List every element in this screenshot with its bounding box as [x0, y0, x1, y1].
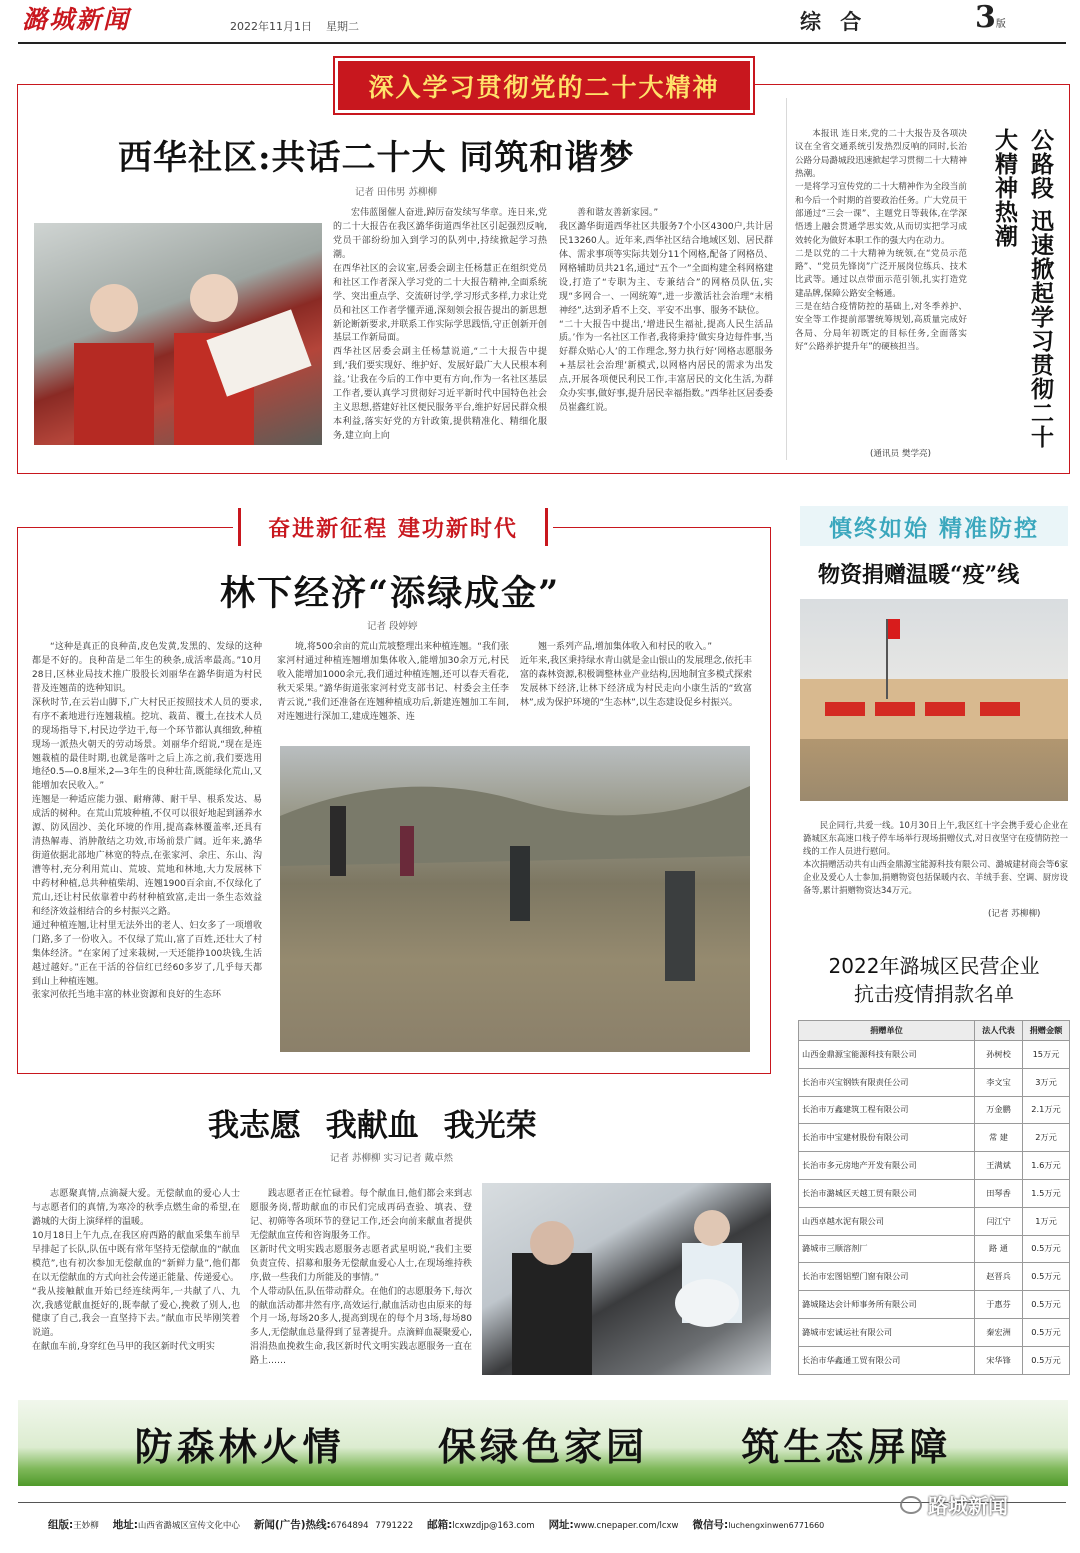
article2-col3: 翘一系列产品,增加集体收入和村民的收入。” 近年来,我区秉持绿水青山就是金山银山的发展理念,依托丰富的森林资源,积极调整林业产业结构,因地制宜多模式探索发展林下经济,让林下经济成为村民走向小康生活的“致富林”,成为保护环境的“生态林”,以生态建设促乡村振兴。 [520, 642, 752, 708]
table-row: 长治市兴宝钢铁有限责任公司 李文宝 3万元 [799, 1068, 1070, 1096]
article3-col1: 志愿聚真情,点滴凝大爱。无偿献血的爱心人士与志愿者们的真情,为寒冷的秋季点燃生命的希望,在潞城的大街上演绎样的温暖。 10月18日上午九点,在我区府西路的献血采集车前早早排起了长队,队伍中既有常年坚持无偿献血的“献血模范”,也有初次参加无偿献血的“新鲜力量”,他们都在以无偿献血的方式向社会传递正能量、传递爱心。 “我从接触献血开始已经连续两年,一共献了八、九次,我感觉献血挺好的,既奉献了爱心,挽救了别人,也健康了自己,我会一直坚持下去。”献血市民毕刚笑着说道。 在献血车前,身穿红色马甲的我区新时代文明实 [32, 1189, 240, 1353]
article3-title: 我志愿 我献血 我光荣 [208, 1108, 537, 1144]
masthead-title: 潞城新闻 [22, 5, 131, 34]
header-rule [18, 42, 1066, 44]
slogan-2: 保绿色家园 [437, 1423, 648, 1469]
donation-title: 2022年潞城区民营企业 抗击疫情捐款名单 [828, 954, 1040, 1006]
article1-photo [34, 223, 322, 445]
page-number: 3版 [975, 0, 1006, 35]
top-banner: 深入学习贯彻党的二十大精神 [335, 58, 753, 113]
donation-table-wrap [798, 1020, 1070, 1375]
epidemic-title: 物资捐赠温暖“疫”线 [818, 562, 1020, 588]
footer-web: 网址:www.cnepaper.com/lcxw [548, 1518, 679, 1531]
table-row: 潞城市三顺溶剂厂 路 通 0.5万元 [799, 1235, 1070, 1263]
watermark: 路城新闻 [900, 1490, 1008, 1519]
table-row: 潞城隆达会计师事务所有限公司 于惠芬 0.5万元 [799, 1291, 1070, 1319]
table-row: 山西金鼎源宝能源科技有限公司 孙树校 15万元 [799, 1041, 1070, 1069]
epidemic-photo [800, 599, 1068, 801]
article1-col2: 善和谐友善新家园。” 我区潞华街道西华社区共服务7个小区4300户,共计居民13260人。近年来,西华社区结合地域区划、居民群体、需求事项等实际共划分11个网格,配备了网格员、网格辅助员共21名,通过“五个一”全面构建全科网格建设,打造了“专职为主、专兼结合”的网格员队伍,实现“多网合一、一网统筹”,进一步激活社会治理“末梢神经”,达到矛盾不上交、平安不出事、服务不缺位。 “二十大报告中提出,‘增进民生福祉,提高人民生活品质。’作为一名社区工作者,我将秉持‘做实身边每件事,当好群众贴心人’的工作理念,努力执行好‘网格志愿服务+基层社会治理’新模式,以网格内居民的需求为出发点,开展各项便民利民工作,丰富居民的文化生活,为群众办实事,做好事,提升居民幸福指数。”西华社区居委委员崔鑫红说。 [559, 208, 773, 414]
footer-hotline: 新闻(广告)热线:6764894 7791222 [253, 1518, 414, 1531]
photo-blood-donation [482, 1183, 771, 1375]
table-row: 长治市宏图铝塑门窗有限公司 赵晋兵 0.5万元 [799, 1263, 1070, 1291]
table-row: 潞城市宏诚运社有限公司 秦宏洲 0.5万元 [799, 1318, 1070, 1346]
photo-workers-reading [34, 223, 322, 445]
header-unit: 捐赠单位 [799, 1021, 975, 1041]
footer-wechat: 微信号:luchengxinwen6771660 [692, 1518, 825, 1531]
article3-photo [482, 1183, 771, 1375]
table-row: 长治市多元房地产开发有限公司 王满斌 1.6万元 [799, 1152, 1070, 1180]
footer-email: 邮箱:lcxwzdjp@163.com [427, 1518, 535, 1531]
header-rep: 法人代表 [975, 1021, 1023, 1041]
footer-address: 地址:山西省潞城区宣传文化中心 [112, 1518, 240, 1531]
gonglu-text: 本报讯 连日来,党的二十大报告及各项决议在全省交通系统引发热烈反响的同时,长治公路分局潞城段迅速掀起学习贯彻二十大精神热潮。 一是将学习宣传党的二十大精神作为全段当前和今后一个时期的首要政治任务。广大党员干部通过“三会一课”、主题党日等载体,在学深悟透上融会贯通学思实效,从而切实把学习成效转化为做好本职工作的强大内在动力。 二是以党的二十大精神为统领,在“党员示范路”、“党员先锋岗”广泛开展岗位练兵、技术比武等。通过以点带面示范引领,扎实打造党建品牌,保障公路安全畅通。 三是在结合疫情防控的基础上,对冬季养护、安全等工作提前部署统筹规划,高质量完成好各局、分局年初既定的目标任务,全面落实好“公路养护提升年”的硬核担当。 [795, 129, 967, 352]
article2-byline: 记者 段婷婷 [367, 621, 418, 632]
epidemic-credit: (记者 苏柳柳) [988, 909, 1041, 919]
article3-col2: 践志愿者正在忙碌着。每个献血日,他们都会来到志愿服务岗,帮助献血的市民们完成再码查验、填表、登记、初筛等各项环节的登记工作,还会向前来献血者提供无偿献血宣传和咨询服务工作。 区新时代文明实践志愿服务志愿者武星明说,“我们主要负责宣传、招募和服务无偿献血爱心人士,在现场维持秩序,做一些我们力所能及的事情。” 个人带动队伍,队伍带动群众。在他们的志愿服务下,每次的献血活动都井然有序,高效运行,献血活动也由原来的每个月一场,每场20多人,提高到现在的每个月3场,每场80多人,无偿献血总量得到了显著提升。点滴鲜血凝聚爱心,涓涓热血挽救生命,我区新时代文明实践志愿服务一直在路上…… [250, 1189, 472, 1367]
table-row: 长治市中宝建材股份有限公司 常 建 2万元 [799, 1124, 1070, 1152]
sidebar-divider [786, 98, 787, 460]
slogan-3: 筑生态屏障 [741, 1423, 952, 1469]
article3-byline: 记者 苏柳柳 实习记者 戴卓然 [330, 1153, 454, 1164]
header-amount: 捐赠金额 [1023, 1021, 1070, 1041]
article2-photo [280, 746, 750, 1052]
photo-planting-hillside [280, 746, 750, 1052]
article1-title: 西华社区:共话二十大 同筑和谐梦 [118, 138, 635, 178]
article2-col2: 境,将500余亩的荒山荒坡整理出来种植连翘。“我们张家河村通过种植连翘增加集体收入,能增加30余万元,村民收入能增加1000余元,我们通过种植连翘,还可以春天看花,秋天采果。”潞华街道张家河村党支部书记、村委会主任李青云说,“我们还准备在连翘种植成功后,新建连翘加工车间,对连翘进行深加工,建成连翘茶、连 [277, 642, 509, 722]
epidemic-banner: 慎终如始 精准防控 [800, 506, 1068, 546]
table-row: 长治市华鑫通工贸有限公司 宋华锋 0.5万元 [799, 1346, 1070, 1374]
article2-title: 林下经济“添绿成金” [220, 573, 561, 614]
table-row: 长治市万鑫建筑工程有限公司 万金鹏 2.1万元 [799, 1096, 1070, 1124]
section-name: 综 合 [800, 10, 868, 34]
article1-byline: 记者 田伟男 苏柳柳 [355, 187, 438, 198]
fire-prevention-banner [18, 1400, 1068, 1486]
donation-table [798, 1020, 1070, 1375]
gonglu-vertical-title: 公路段 迅速掀起学习贯彻二十大精神热潮 [991, 128, 1054, 450]
slogan-1: 防森林火情 [134, 1423, 345, 1469]
photo-donation-ceremony [800, 599, 1068, 801]
epidemic-text: 民企同行,共爱一线。10月30日上午,我区红十字会携手爱心企业在潞城区东高速口栈子停车场举行现场捐赠仪式,对日夜坚守在疫情防控一线的工作人员进行慰问。 本次捐赠活动共有山西金鼎源宝能源科技有限公司、潞城建材商会等6家企业及爱心人士参加,捐赠物资包括保暖内衣、羊绒手套、空调、厨房设备等,累计捐赠物资达34万元。 [803, 820, 1068, 896]
footer-editor: 组版:王妙柳 [48, 1518, 99, 1531]
table-header-row [799, 1021, 1070, 1041]
table-row: 山西卓越水泥有限公司 闫江宁 1万元 [799, 1207, 1070, 1235]
table-row: 长治市潞城区天越工贸有限公司 田琴香 1.5万元 [799, 1179, 1070, 1207]
mid-banner: 奋进新征程 建功新时代 [233, 508, 553, 546]
article1-col1: 宏伟蓝图催人奋进,踔厉奋发续写华章。连日来,党的二十大报告在我区潞华街道西华社区引起强烈反响,党员干部纷纷加入到学习的队列中,持续掀起学习热潮。 在西华社区的会议室,居委会副主任杨慧正在组织党员和社区工作者深入学习党的二十大报告精神,全面系统学、突出重点学、交流研讨学,学习形式多样,力求让党员和社区工作者学懂弄通,深刻领会报告提出的新思想新论断新要求,并联系工作实际学思践悟,守正创新开创基层工作新局面。 西华社区居委会副主任杨慧说道,“二十大报告中提到,‘我们要实现好、维护好、发展好最广大人民根本利益。’让我在今后的工作中更有方向,作为一名社区基层工作者,要认真学习贯彻好习近平新时代中国特色社会主义思想,搭建好社区便民服务平台,维护好居民群众根本利益,落实好党的方针政策,提供精准化、精细化服务,建立向上向 [333, 208, 547, 441]
wechat-icon [900, 1496, 922, 1514]
article2-col1: “这种是真正的良种苗,皮色发黄,发黑的、发绿的这种都是不好的。良种苗是二年生的秧条,成活率最高。”10月28日,区林业局技术推广股股长刘丽华在潞华街道为村民普及连翘苗的选种知识。 深秋时节,在云岩山脚下,广大村民正按照技术人员的要求,有序不紊地进行连翘栽植。挖坑、栽苗、覆土,在技术人员的现场指导下,村民边学边干,每一个环节都认真细致,种植现场一派热火朝天的劳动场景。刘丽华介绍说,“现在是连翘栽植的最佳时期,也就是落叶之后上冻之前,我们要选用地径0.5—0.8厘米,2—3年生的良种壮苗,既能绿化荒山,又能增加农民收入。” 连翘是一种适应能力强、耐瘠薄、耐干旱、根系发达、易成活的树种。在荒山荒坡种植,不仅可以很好地起到涵养水源、防风固沙、美化环境的作用,提高森林覆盖率,还具有清热解毒、消肿散结之功效,市场前景广阔。近年来,潞华街道依据北部地广林宽的特点,在张家河、余庄、东山、沟漕等村,充分利用荒山、荒坡、荒地和林地,大力发展林下中药材种植,总共种植柴胡、连翘1900百余亩,不仅绿化了荒山,还让村民依靠着中药材种植致富,走出一条生态效益和经济效益相结合的乡村振兴之路。 通过种植连翘,让村里无法外出的老人、妇女多了一项增收门路,多了一份收入。不仅绿了荒山,富了百姓,还壮大了村集体经济。“在家闲了过来栽树,一天还能挣100块钱,生活越过越好。”正在干活的谷信红已经60多岁了,几乎每天都到山上种植连翘。 张家河依托当地丰富的林业资源和良好的生态环 [32, 642, 262, 1001]
issue-date: 2022年11月1日 星期二 [230, 20, 359, 33]
masthead [22, 0, 172, 40]
gonglu-credit: (通讯员 樊学亮) [870, 449, 931, 459]
